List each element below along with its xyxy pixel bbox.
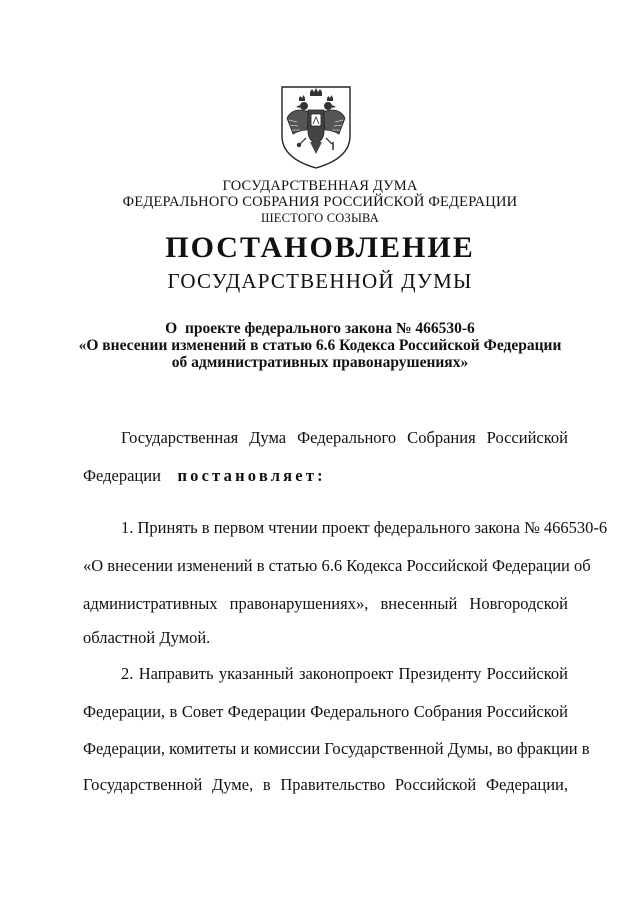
- preamble-line-1: Государственная Дума Федерального Собрания Российской: [121, 428, 568, 447]
- paragraph1-line-1: 1. Принять в первом чтении проект федерального закона № 466530-6: [121, 518, 608, 537]
- header-line-convocation: ШЕСТОГО СОЗЫВА: [260, 211, 380, 225]
- paragraph2-line-3: Федерации, комитеты и комиссии Государственной Думы, во фракции в: [83, 739, 590, 758]
- subject-line-1: О проекте федерального закона № 466530-6: [165, 320, 475, 337]
- state-emblem-icon: [279, 84, 353, 170]
- paragraph1-line-2: «О внесении изменений в статью 6.6 Кодекса Российской Федерации об: [83, 556, 591, 575]
- header-line-federal-assembly: ФЕДЕРАЛЬНОГО СОБРАНИЯ РОССИЙСКОЙ ФЕДЕРАЦИИ: [122, 194, 518, 210]
- preamble-line-2: [83, 466, 568, 486]
- paragraph2-line-1: 2. Направить указанный законопроект Президенту Российской: [121, 664, 568, 683]
- paragraph1-line-4: областной Думой.: [83, 628, 211, 647]
- issuer-header: [0, 178, 640, 226]
- paragraph2-line-2: Федерации, в Совет Федерации Федерального Собрания Российской: [83, 702, 568, 721]
- paragraph2-line-4: Государственной Думе, в Правительство Российской Федерации,: [83, 775, 568, 794]
- preamble-resolves: постановляет:: [177, 466, 326, 485]
- preamble-start: Федерации: [83, 466, 161, 485]
- document-subtitle: ГОСУДАРСТВЕННОЙ ДУМЫ: [167, 269, 473, 293]
- header-line-duma: ГОСУДАРСТВЕННАЯ ДУМА: [222, 178, 418, 194]
- document-subject: [0, 320, 640, 371]
- document-title: ПОСТАНОВЛЕНИЕ: [165, 231, 475, 264]
- subject-line-2: «О внесении изменений в статью 6.6 Кодекса Российской Федерации: [78, 337, 562, 354]
- paragraph1-line-3: административных правонарушениях», внесенный Новгородской: [83, 594, 568, 613]
- subject-line-3: об административных правонарушениях»: [171, 354, 469, 371]
